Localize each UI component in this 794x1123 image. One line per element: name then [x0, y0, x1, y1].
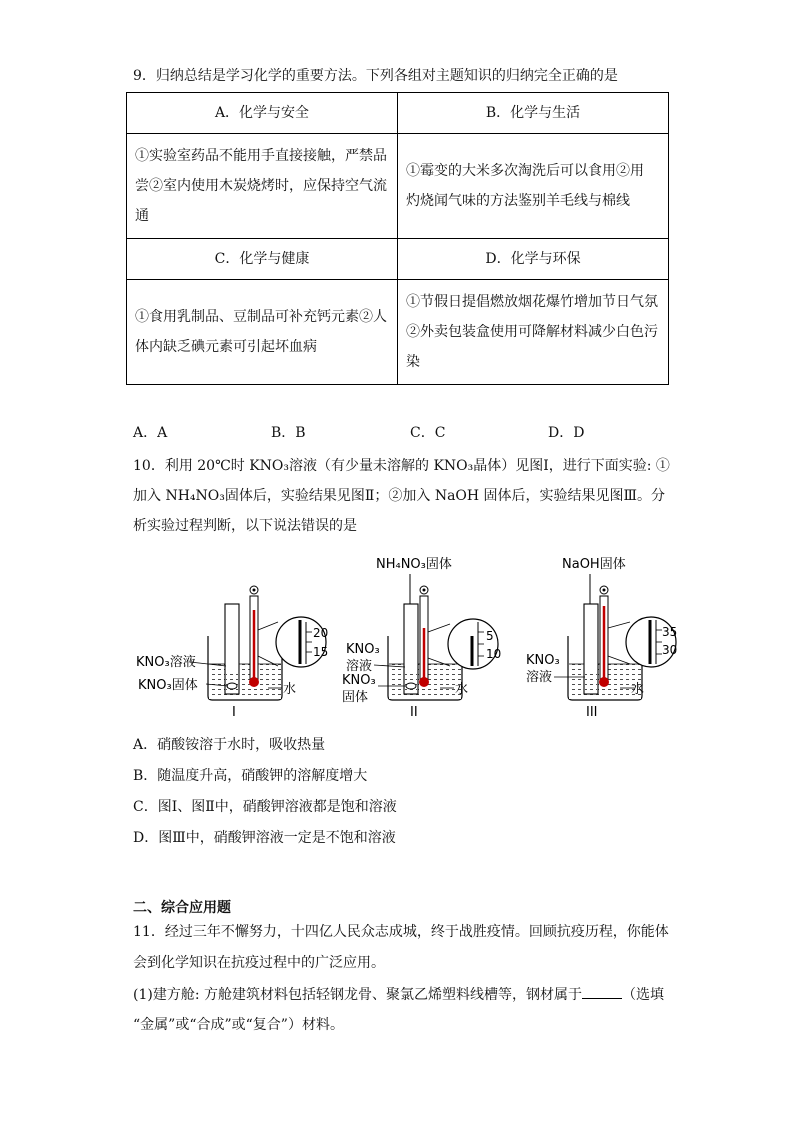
- cell-c-content: [127, 280, 398, 385]
- cell-b-content: [398, 134, 669, 239]
- panel-3-scale-bottom: 30: [662, 643, 678, 657]
- option-c[interactable]: C．C: [410, 425, 446, 441]
- question-11-part-1-text: （选填: [622, 987, 664, 1003]
- panel-1-scale-top: 20: [313, 626, 329, 640]
- cell-d-line: ②外卖包装盒使用可降解材料减少白色污: [406, 324, 658, 340]
- cell-b-title: B．化学与生活: [398, 93, 669, 134]
- question-9-options: [133, 423, 693, 443]
- question-9-table: [126, 92, 669, 385]
- panel-2-scale-bottom: 10: [486, 647, 502, 661]
- panel-3-added-label: NaOH固体: [562, 557, 626, 572]
- cell-a-line: 尝②室内使用木炭烧烤时，应保持空气流: [135, 178, 387, 194]
- panel-2-scale-top: 5: [486, 629, 494, 643]
- cell-c-line: ①食用乳制品、豆制品可补充钙元素②人: [135, 309, 387, 325]
- section-title: 二、综合应用题: [133, 900, 231, 916]
- cell-d-line: 染: [406, 354, 420, 370]
- panel-1-water-label: 水: [283, 682, 297, 697]
- panel-2-numeral: II: [410, 705, 418, 720]
- question-10-choice-a[interactable]: A．硝酸铵溶于水时，吸收热量: [133, 737, 326, 753]
- question-11-part-1-line-2: “金属”或“合成”或“复合”）材料。: [133, 1017, 344, 1033]
- panel-2-solution-label: KNO₃: [346, 642, 380, 657]
- question-10-stem-line: 加入 NH₄NO₃固体后，实验结果见图Ⅱ；②加入 NaOH 固体后，实验结果见图Ⅲ。分: [133, 488, 666, 504]
- panel-2-solid-label: KNO₃: [342, 673, 376, 688]
- panel-2-water-label: 水: [455, 682, 469, 697]
- panel-1-numeral: I: [232, 705, 236, 720]
- option-a[interactable]: A．A: [133, 425, 168, 441]
- experiment-figure: [128, 552, 688, 724]
- cell-b-line: ①霉变的大米多次淘洗后可以食用②用: [406, 163, 644, 179]
- cell-b-line: 灼烧闻气味的方法鉴别羊毛线与棉线: [406, 193, 630, 209]
- beaker-panel-3: [526, 556, 677, 720]
- panel-1-scale-bottom: 15: [313, 645, 329, 659]
- answer-blank[interactable]: [582, 984, 622, 999]
- panel-2-added-label: NH₄NO₃固体: [376, 557, 452, 572]
- panel-3-solution-label: 溶液: [526, 670, 553, 685]
- question-9-stem: 9．归纳总结是学习化学的重要方法。下列各组对主题知识的归纳完全正确的是: [133, 68, 618, 84]
- question-11-part-1: [133, 984, 664, 1005]
- panel-3-water-label: 水: [631, 682, 645, 697]
- question-11-part-1-text: (1)建方舱: 方舱建筑材料包括轻钢龙骨、聚氯乙烯塑料线槽等，钢材属于: [133, 987, 582, 1003]
- panel-1-solid-label: KNO₃固体: [138, 678, 198, 693]
- panel-3-scale-top: 35: [662, 625, 678, 639]
- cell-d-title: D．化学与环保: [398, 239, 669, 280]
- question-10-choice-c[interactable]: C．图Ⅰ、图Ⅱ中，硝酸钾溶液都是饱和溶液: [133, 799, 397, 815]
- option-b[interactable]: B．B: [271, 425, 306, 441]
- question-10-stem-line: 析实验过程判断，以下说法错误的是: [133, 518, 357, 534]
- cell-a-line: 通: [135, 208, 149, 224]
- cell-d-line: ①节假日提倡燃放烟花爆竹增加节日气氛: [406, 294, 658, 310]
- cell-a-line: ①实验室药品不能用手直接接触，严禁品: [135, 148, 387, 164]
- question-11-stem-line: 11．经过三年不懈努力，十四亿人民众志成城，终于战胜疫情。回顾抗疫历程，你能体: [133, 924, 669, 940]
- panel-2-solution-label: 溶液: [346, 659, 373, 674]
- question-10-stem-line: 10．利用 20℃时 KNO₃溶液（有少量未溶解的 KNO₃晶体）见图Ⅰ，进行下面实验: ①: [133, 458, 670, 474]
- panel-3-solution-label: KNO₃: [526, 653, 560, 668]
- question-11-stem-line: 会到化学知识在抗疫过程中的广泛应用。: [133, 955, 385, 971]
- cell-a-content: [127, 134, 398, 239]
- cell-a-title: A．化学与安全: [127, 93, 398, 134]
- question-10-choice-b[interactable]: B．随温度升高，硝酸钾的溶解度增大: [133, 768, 368, 784]
- panel-3-numeral: III: [586, 705, 598, 720]
- option-d[interactable]: D．D: [548, 425, 585, 441]
- beaker-panel-2: [342, 556, 501, 720]
- question-10-choice-d[interactable]: D．图Ⅲ中，硝酸钾溶液一定是不饱和溶液: [133, 830, 396, 846]
- panel-2-solid-label: 固体: [342, 690, 369, 705]
- cell-c-title: C．化学与健康: [127, 239, 398, 280]
- cell-c-line: 体内缺乏碘元素可引起坏血病: [135, 339, 317, 355]
- panel-1-solution-label: KNO₃溶液: [136, 655, 196, 670]
- beaker-panel-1: [136, 586, 328, 720]
- cell-d-content: [398, 280, 669, 385]
